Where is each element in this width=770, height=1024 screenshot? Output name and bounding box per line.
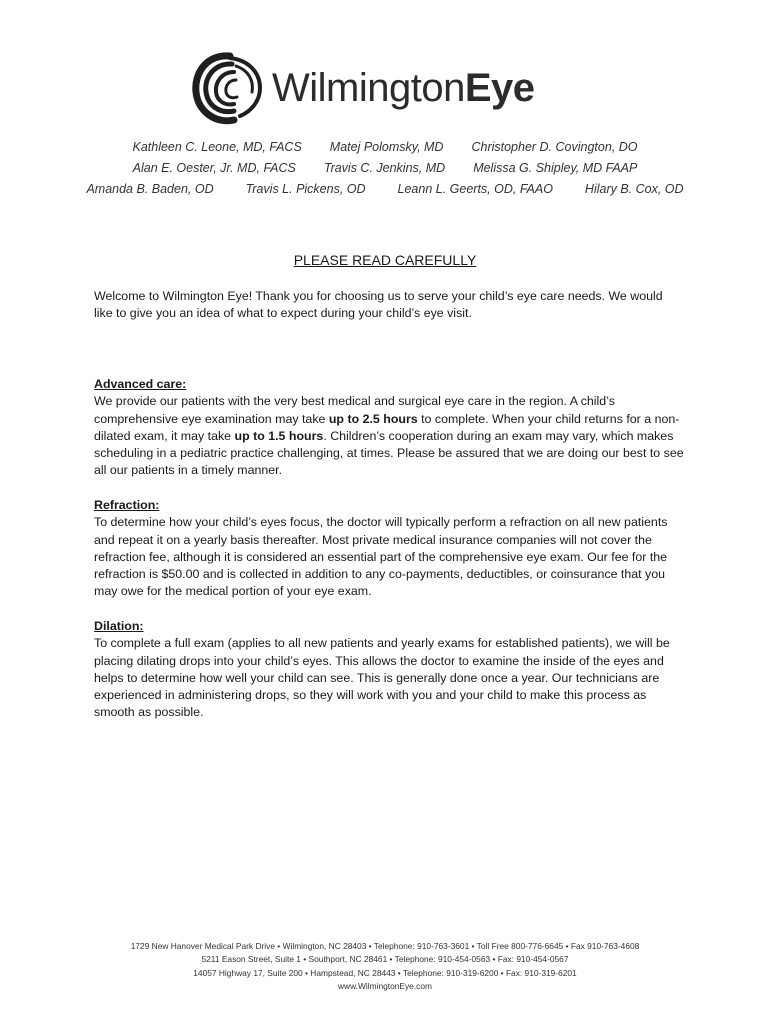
- footer-line: 5211 Eason Street, Suite 1 • Southport, NC 28461 • Telephone: 910-454-0563 • Fax: 910-454-0567: [201, 954, 569, 965]
- paragraph-text: . Children’s cooperation during an exam may vary, which makes scheduling in a pediatric practice challenging, at times. Please be assured that we are doing our best to see all our patients in a timely manner.: [94, 428, 684, 478]
- section-title: Dilation:: [94, 619, 144, 633]
- page-title: PLEASE READ CAREFULLY: [293, 252, 477, 268]
- doctor-name: Travis C. Jenkins, MD: [323, 160, 446, 175]
- logo-wordmark: [272, 68, 535, 108]
- section-title: Refraction:: [94, 498, 160, 512]
- doctor-list: [0, 136, 770, 199]
- advanced-care-section: [94, 376, 684, 480]
- logo-name-bold: Eye: [464, 66, 535, 110]
- doctor-name: Kathleen C. Leone, MD, FACS: [132, 139, 302, 154]
- paragraph-text: We provide our patients with the very best medical and surgical eye care in the region. A child’s comprehensive eye examination may take: [94, 394, 615, 426]
- intro-paragraph: Welcome to Wilmington Eye! Thank you for choosing us to serve your child’s eye care needs. We would like to give you an idea of what to expect during your child’s eye visit.: [94, 289, 663, 321]
- footer-contact: [0, 940, 770, 993]
- doctor-name: Travis L. Pickens, OD: [245, 181, 366, 196]
- doctor-row-3: [0, 178, 770, 199]
- footer-line: 1729 New Hanover Medical Park Drive • Wilmington, NC 28403 • Telephone: 910-763-3601 • Toll Free 800-776-6645 • Fax 910-763-4608: [130, 941, 640, 951]
- doctor-name: Matej Polomsky, MD: [329, 139, 444, 154]
- doctor-name: Alan E. Oester, Jr. MD, FACS: [132, 160, 296, 175]
- doctor-name: Amanda B. Baden, OD: [86, 181, 214, 196]
- footer-line: 14057 Highway 17, Suite 200 • Hampstead, NC 28443 • Telephone: 910-319-6200 • Fax: 910-319-6201: [193, 967, 577, 978]
- emphasis-text: up to 2.5 hours: [328, 411, 418, 426]
- doctor-row-2: [0, 157, 770, 178]
- dilation-section: [94, 618, 684, 722]
- doctor-name: Christopher D. Covington, DO: [471, 139, 638, 154]
- section-title: Advanced care:: [94, 377, 187, 391]
- emphasis-text: up to 1.5 hours: [234, 428, 324, 443]
- paragraph-text: to complete. When your child returns for a non-dilated exam, it may take: [94, 411, 680, 443]
- company-logo: [192, 50, 535, 126]
- refraction-section: [94, 497, 684, 601]
- logo-name-light: Wilmington: [272, 66, 465, 110]
- doctor-name: Melissa G. Shipley, MD FAAP: [473, 160, 638, 175]
- footer-website: www.WilmingtonEye.com: [337, 980, 432, 991]
- doctor-name: Leann L. Geerts, OD, FAAO: [397, 181, 553, 196]
- paragraph-text: To determine how your child’s eyes focus, the doctor will typically perform a refraction on all new patients and repeat it on a yearly basis thereafter. Most private medical insurance companies will not cover the refraction fee, although it is considered an essential part of the comprehensive eye exam. Our fee for the refraction is $50.00 and is collected in addition to any co-payments, deductibles, or coinsurance that you may owe for the medical portion of your eye exam.: [94, 515, 668, 599]
- doctor-row-1: [0, 136, 770, 157]
- swirl-eye-icon: [192, 50, 264, 126]
- paragraph-text: To complete a full exam (applies to all new patients and yearly exams for established patients), we will be placing dilating drops into your child’s eyes. This allows the doctor to examine the inside of the eyes and helps to determine how well your child can see. This is generally done once a year. Our technicians are experienced in administering drops, so they will work with you and your child to make this process as smooth as possible.: [94, 636, 670, 720]
- doctor-name: Hilary B. Cox, OD: [584, 181, 684, 196]
